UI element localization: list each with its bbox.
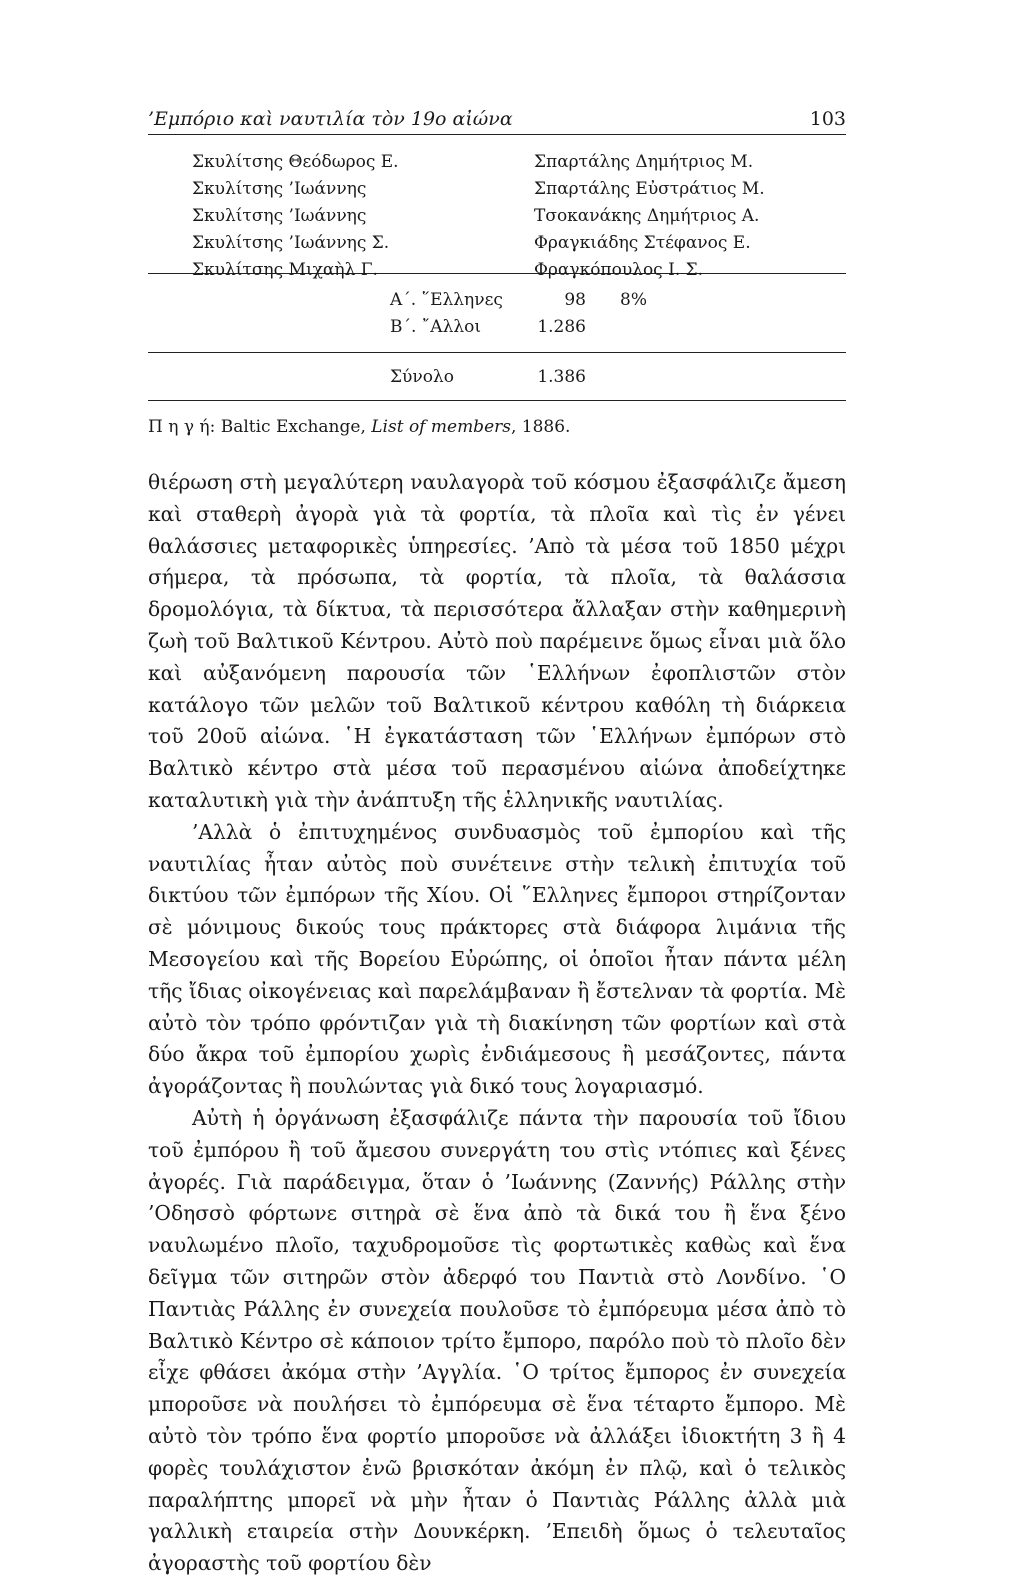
- source-prefix: Π η γ ή: Baltic Exchange,: [148, 417, 372, 437]
- total-row-label: Β΄. ῎Αλλοι: [390, 317, 482, 337]
- source-note: [148, 417, 846, 437]
- name-entry: Σκυλίτσης ’Ιωάννης: [192, 206, 367, 226]
- name-entry: Φραγκιάδης Στέφανος Ε.: [534, 233, 751, 253]
- source-title: List of members: [371, 417, 511, 437]
- names-column-left: [192, 149, 399, 284]
- table-rule-bottom: [148, 400, 846, 401]
- totals-table: [148, 274, 846, 400]
- paragraph: ’Αλλὰ ὁ ἐπιτυχημένος συνδυασμὸς τοῦ ἐμπορίου καὶ τῆς ναυτιλίας ἦταν αὐτὸς ποὺ συνέτεινε στὴν τελικὴ ἐπιτυχία τοῦ δικτύου τῶν ἐμπόρων τῆς Χίου. Οἱ ῞Ελληνες ἔμποροι στηρίζονταν σὲ μόνιμους δικούς τους πράκτορες στὰ διάφορα λιμάνια τῆς Μεσογείου καὶ τῆς Βορείου Εὐρώπης, οἱ ὁποῖοι ἦταν πάντα μέλη τῆς ἴδιας οἰκογένειας καὶ παρελάμβαναν ἢ ἔστελναν τὰ φορτία. Μὲ αὐτὸ τὸν τρόπο φρόντιζαν γιὰ τὴ διακίνηση τῶν φορτίων καὶ στὰ δύο ἄκρα τοῦ ἐμπορίου χωρὶς ἐνδιάμεσους ἢ μεσάζοντες, πάντα ἀγοράζοντας ἢ πουλώντας γιὰ δικό τους λογαριασμό.: [148, 819, 846, 1099]
- name-entry: Τσοκανάκης Δημήτριος Α.: [534, 206, 760, 226]
- paragraph: θιέρωση στὴ μεγαλύτερη ναυλαγορὰ τοῦ κόσμου ἐξασφάλιζε ἄμεση καὶ σταθερὴ ἀγορὰ γιὰ τὰ φορτία, τὰ πλοῖα καὶ τὶς ἐν γένει θαλάσσιες μεταφορικὲς ὑπηρεσίες. ’Απὸ τὰ μέσα τοῦ 1850 μέχρι σήμερα, τὰ πρόσωπα, τὰ φορτία, τὰ πλοῖα, τὰ θαλάσσια δρομολόγια, τὰ δίκτυα, τὰ περισσότερα ἄλλαξαν στὴν καθημερινὴ ζωὴ τοῦ Βαλτικοῦ Κέντρου. Αὐτὸ ποὺ παρέμεινε ὅμως εἶναι μιὰ ὅλο καὶ αὐξανόμενη παρουσία τῶν ῾Ελλήνων ἐφοπλιστῶν στὸν κατάλογο τῶν μελῶν τοῦ Βαλτικοῦ κέντρου καθόλη τὴ διάρκεια τοῦ 20οῦ αἰώνα. ῾Η ἐγκατάσταση τῶν ῾Ελλήνων ἐμπόρων στὸ Βαλτικὸ κέντρο στὰ μέσα τοῦ περασμένου αἰώνα ἀποδείχτηκε καταλυτικὴ γιὰ τὴν ἀνάπτυξη τῆς ἑλληνικῆς ναυτιλίας.: [148, 470, 846, 812]
- names-column-right: [534, 149, 765, 284]
- sum-value: 1.386: [537, 367, 586, 387]
- total-row-sum: [148, 367, 846, 394]
- running-title: ’Εμπόριο καὶ ναυτιλία τὸν 19ο αἰώνα: [148, 108, 513, 130]
- total-row-percent: 8%: [620, 290, 647, 310]
- total-row-others: [148, 317, 846, 344]
- name-entry: Σκυλίτσης Μιχαὴλ Γ.: [192, 260, 378, 280]
- name-entry: Σπαρτάλης Δημήτριος Μ.: [534, 152, 754, 172]
- source-suffix: , 1886.: [510, 417, 571, 437]
- page: [148, 104, 846, 1580]
- names-list: [148, 135, 846, 280]
- name-entry: Σκυλίτσης ’Ιωάννης: [192, 179, 367, 199]
- running-head: [148, 104, 846, 134]
- total-row-greeks: [148, 290, 846, 317]
- sum-label: Σύνολο: [390, 367, 454, 387]
- paragraph: Αὐτὴ ἡ ὀργάνωση ἐξασφάλιζε πάντα τὴν παρουσία τοῦ ἴδιου τοῦ ἐμπόρου ἢ τοῦ ἄμεσου συνεργάτη του στὶς ντόπιες καὶ ξένες ἀγορές. Γιὰ παράδειγμα, ὅταν ὁ ’Ιωάννης (Ζαννής) Ράλλης στὴν ’Οδησσὸ φόρτωνε σιτηρὰ σὲ ἕνα ἀπὸ τὰ δικά του ἢ ἕνα ξένο ναυλωμένο πλοῖο, ταχυδρομοῦσε τὶς φορτωτικὲς καθὼς καὶ ἕνα δεῖγμα τῶν σιτηρῶν στὸν ἀδερφό του Παντιὰ στὸ Λονδίνο. ῾Ο Παντιὰς Ράλλης ἐν συνεχεία πουλοῦσε τὸ ἐμπόρευμα μέσα ἀπὸ τὸ Βαλτικὸ Κέντρο σὲ κάποιον τρίτο ἔμπορο, παρόλο ποὺ τὸ πλοῖο δὲν εἶχε φθάσει ἀκόμα στὴν ’Αγγλία. ῾Ο τρίτος ἔμπορος ἐν συνεχεία μποροῦσε νὰ πουλήσει τὸ ἐμπόρευμα σὲ ἕνα τέταρτο ἔμπορο. Μὲ αὐτὸ τὸν τρόπο ἕνα φορτίο μποροῦσε νὰ ἀλλάξει ἰδιοκτήτη 3 ἢ 4 φορὲς τουλάχιστον ἐνῶ βρισκόταν ἀκόμη ἐν πλῷ, καὶ ὁ τελικὸς παραλήπτης μπορεῖ νὰ μὴν ἦταν ὁ Παντιὰς Ράλλης ἀλλὰ μιὰ γαλλικὴ εταιρεία στὴν Δουνκέρκη. ’Επειδὴ ὅμως ὁ τελευταῖος ἀγοραστὴς τοῦ φορτίου δὲν: [148, 1105, 846, 1576]
- name-entry: Σκυλίτσης ’Ιωάννης Σ.: [192, 233, 390, 253]
- name-entry: Σκυλίτσης Θεόδωρος Ε.: [192, 152, 399, 172]
- total-row-label: Α΄. ῞Ελληνες: [390, 290, 503, 310]
- total-row-value: 1.286: [537, 317, 586, 337]
- page-number: 103: [809, 108, 846, 130]
- name-entry: Σπαρτάλης Εὐστράτιος Μ.: [534, 179, 765, 199]
- total-row-value: 98: [564, 290, 586, 310]
- name-entry: Φραγκόπουλος Ι. Σ.: [534, 260, 704, 280]
- body-text: [148, 467, 846, 1580]
